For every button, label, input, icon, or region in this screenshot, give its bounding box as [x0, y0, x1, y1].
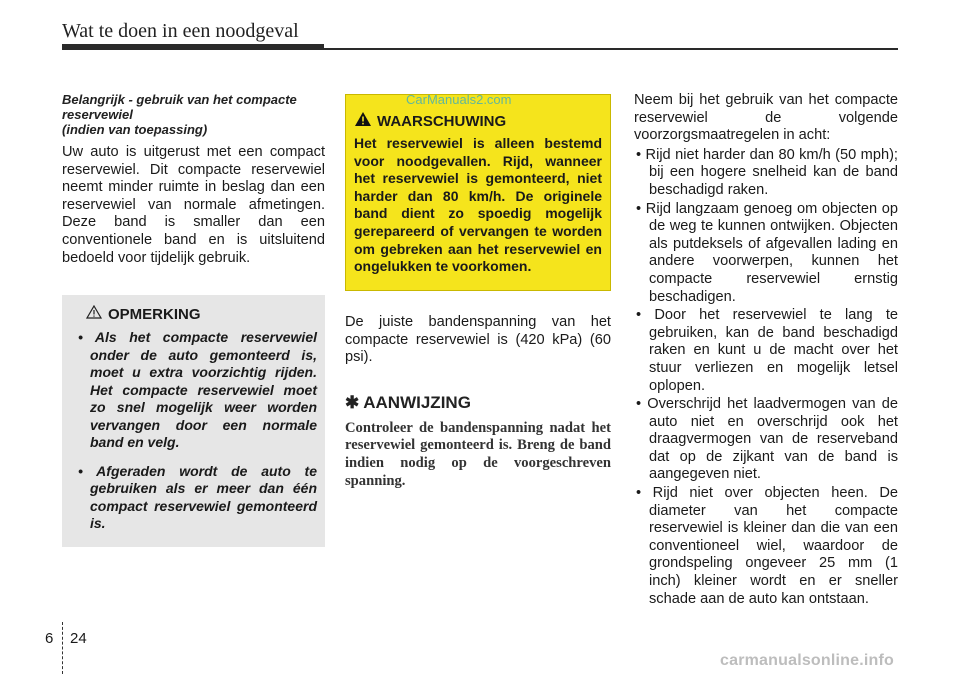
- page-number: 24: [70, 630, 87, 647]
- note-heading: [86, 305, 317, 323]
- header-rule-thin: [324, 48, 898, 50]
- footer-watermark: carmanualsonline.info: [720, 652, 895, 669]
- list-item: • Overschrijd het laadvermogen van de auto niet en overschrijd ook het draagvermogen van de reserveband dat op de zijkant van de band is aangegeven niet.: [636, 396, 898, 483]
- tip-body: Controleer de bandenspanning nadat het reservewiel gemonteerd is. Breng de band indien nodig op de voorgeschreven spanning.: [345, 419, 611, 489]
- note-item: • Afgeraden wordt de auto te gebruiken als er meer dan één compact reservewiel gemonteerd is.: [78, 462, 317, 531]
- precautions-list: [634, 147, 898, 608]
- warning-title: WAARSCHUWING: [377, 112, 507, 130]
- warning-body: Het reservewiel is alleen bestemd voor noodgevallen. Rijd, wanneer het reservewiel is gemonteerd, niet harder dan 80 km/h. De originele band dient zo spoedig mogelijk gerepareerd of vervangen te worden om gebreken aan het reservewiel en ongelukken te voorkomen.: [354, 135, 602, 275]
- warning-heading: [354, 111, 602, 131]
- list-item: • Rijd niet harder dan 80 km/h (50 mph); bij een hogere snelheid kan de band beschadigd raken.: [636, 146, 898, 198]
- header-rule-thick: [62, 44, 324, 50]
- note-title: OPMERKING: [108, 305, 201, 323]
- chapter-number: 6: [45, 630, 54, 647]
- footer-divider: [62, 622, 64, 674]
- column-middle: [345, 314, 611, 490]
- warning-box: [345, 94, 611, 291]
- list-item: • Rijd langzaam genoeg om objecten op de weg te kunnen ontwijken. Objecten als putdeksels of afgevallen lading en andere voorwerpen, kunnen het compacte reservewiel ernstig beschadigen.: [636, 200, 898, 305]
- note-box: [62, 295, 325, 547]
- list-item: • Door het reservewiel te lang te gebruiken, kan de band beschadigd raken en kunt u de macht over het stuur verliezen en mogelijk letsel oplopen.: [636, 307, 898, 394]
- warning-triangle-icon: [86, 305, 102, 323]
- section-subheading: Belangrijk - gebruik van het compacte reservewiel: [62, 92, 297, 122]
- asterisk-icon: ✱: [345, 392, 360, 412]
- pressure-paragraph: De juiste bandenspanning van het compacte reservewiel is (420 kPa) (60 psi).: [345, 314, 611, 366]
- note-item: • Als het compacte reservewiel onder de auto gemonteerd is, moet u extra voorzichtig rijden. Het compacte reservewiel moet zo snel mogelijk weer worden vervangen door een normale band en velg.: [78, 329, 317, 450]
- column-right: [634, 92, 898, 608]
- watermark-text: CarManuals2.com: [406, 92, 512, 107]
- precautions-intro: Neem bij het gebruik van het compacte reservewiel de volgende voorzorgsmaatregelen in acht:: [634, 92, 898, 144]
- tip-title: AANWIJZING: [363, 392, 471, 412]
- column-left: [62, 92, 325, 267]
- warning-triangle-icon: [354, 111, 372, 131]
- tip-heading: [345, 393, 611, 413]
- section-subheading-note: (indien van toepassing): [62, 122, 208, 137]
- page-header-title: Wat te doen in een noodgeval: [62, 20, 299, 42]
- note-list: [70, 329, 317, 533]
- intro-paragraph: Uw auto is uitgerust met een compact reservewiel. Dit compacte reservewiel neemt minder ruimte in beslag dan een reservewiel van normale afmetingen. Deze band is smaller dan een conventionele band en is uitsluitend bedoeld voor tijdelijk gebruik.: [62, 144, 325, 266]
- list-item: • Rijd niet over objecten heen. De diameter van het compacte reservewiel is kleiner dan die van een conventioneel wiel, waardoor de grondspeling ongeveer 25 mm (1 inch) kleiner wordt en er sneller schade aan de auto kan ontstaan.: [636, 485, 898, 607]
